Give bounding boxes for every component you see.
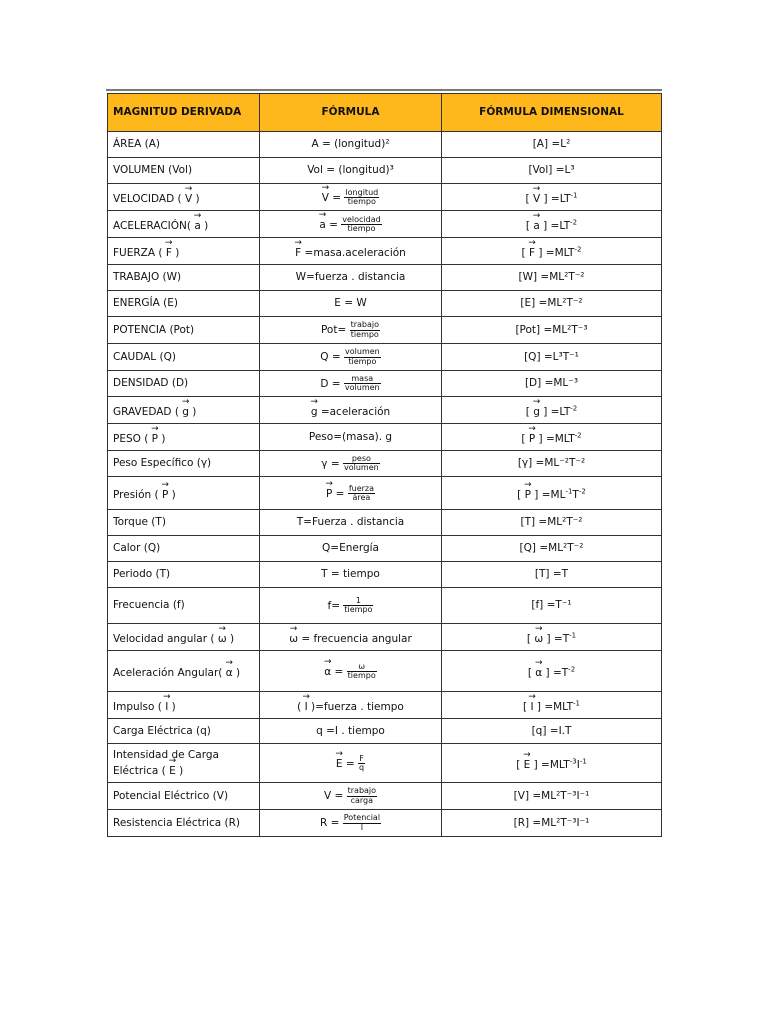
vector-symbol: → I (530, 697, 533, 713)
formula-cell: T = tiempo (260, 562, 442, 588)
fraction (343, 814, 381, 832)
fraction (341, 216, 381, 234)
fraction (344, 189, 379, 207)
magnitud-cell: VELOCIDAD ( → V ) (108, 184, 260, 211)
table-row (108, 624, 662, 651)
table-row (108, 692, 662, 719)
vector-symbol: → F (166, 243, 172, 259)
dimension-cell: [A] =L² (442, 132, 662, 158)
vector-symbol: → P (326, 484, 332, 500)
denominator: tiempo (347, 671, 376, 681)
fraction (358, 755, 365, 773)
formula-cell: Peso=(masa). g (260, 424, 442, 451)
dimension-cell: [Q] =L³T⁻¹ (442, 344, 662, 371)
vector-symbol: → α (324, 662, 331, 678)
formula-cell: → V = $\frac{\text{longitud}}{\text{tiempo}}$ (260, 184, 442, 211)
numerator: longitud (345, 187, 379, 197)
dimension-cell: [ → P ] $=MLT^{-2}$ (442, 424, 662, 451)
magnitud-cell: Peso Específico (γ) (108, 451, 260, 477)
table-row (108, 158, 662, 184)
formula-cell: Vol = (longitud)³ (260, 158, 442, 184)
denominator: I (360, 822, 364, 832)
formula-cell: → F =masa.aceleración (260, 238, 442, 265)
fraction (344, 375, 381, 393)
formula-cell: Pot= $\frac{\text{trabajo}}{\text{tiempo}}$ (260, 317, 442, 344)
numerator: ω (347, 663, 377, 672)
vector-symbol: → ω (218, 629, 227, 645)
vector-symbol: → V (533, 189, 540, 205)
numerator: F (359, 753, 364, 763)
dimension-cell: [Q] =ML²T⁻² (442, 536, 662, 562)
numerator: 1 (343, 597, 373, 606)
header-formula-dimensional: FÓRMULA DIMENSIONAL (442, 94, 662, 132)
dimension-cell: [Vol] =L³ (442, 158, 662, 184)
denominator: volumen (343, 463, 379, 472)
numerator: peso (343, 455, 380, 464)
vector-symbol: → ω (534, 629, 543, 645)
vector-symbol: → E (524, 755, 531, 771)
formula-cell: γ = $\frac{\text{peso}}{\text{volumen}}$ (260, 451, 442, 477)
denominator: área (352, 493, 371, 503)
denominator: volumen (344, 383, 380, 392)
magnitud-cell: CAUDAL (Q) (108, 344, 260, 371)
formula-cell: A = (longitud)² (260, 132, 442, 158)
vector-symbol: → F (529, 243, 535, 259)
dimension-cell: [γ] =ML⁻²T⁻² (442, 451, 662, 477)
magnitud-cell: Carga Eléctrica (q) (108, 719, 260, 744)
denominator: tiempo (344, 605, 373, 614)
vector-symbol: → α (226, 663, 233, 679)
table-row (108, 719, 662, 744)
fraction (344, 348, 381, 366)
dimension-cell: [ → a ] $=LT^{-2}$ (442, 211, 662, 238)
table-row (108, 477, 662, 510)
table-row (108, 783, 662, 810)
formula-cell: Q=Energía (260, 536, 442, 562)
header-magnitud: MAGNITUD DERIVADA (108, 94, 260, 132)
magnitud-cell: POTENCIA (Pot) (108, 317, 260, 344)
formula-cell: → ω = frecuencia angular (260, 624, 442, 651)
vector-symbol: → ω (289, 629, 298, 645)
magnitud-cell: Resistencia Eléctrica (R) (108, 810, 260, 837)
formula-cell: V = $\frac{\text{trabajo}}{\text{carga}}$ (260, 783, 442, 810)
vector-symbol: → I (165, 697, 168, 713)
magnitud-cell: Frecuencia (f) (108, 588, 260, 624)
vector-symbol: → F (295, 243, 301, 259)
dimension-cell: [ → g ] $=LT^{-2}$ (442, 397, 662, 424)
magnitud-cell: PESO ( → P ) (108, 424, 260, 451)
formula-cell: R = $\frac{\text{Potencial}}{I}$ (260, 810, 442, 837)
derived-magnitudes-table (107, 93, 662, 837)
fraction (347, 787, 377, 805)
magnitud-cell: ÁREA (A) (108, 132, 260, 158)
denominator: tiempo (347, 197, 376, 207)
dimension-cell: [ → F ] $=MLT^{-2}$ (442, 238, 662, 265)
dimension-cell: [ → α ] $=T^{-2}$ (442, 651, 662, 692)
table-row (108, 651, 662, 692)
formula-cell: → a = $\frac{\text{velocidad}}{\text{tiempo}}$ (260, 211, 442, 238)
fraction (350, 321, 380, 339)
formula-cell: W=fuerza . distancia (260, 265, 442, 291)
formula-cell: ( → I )=fuerza . tiempo (260, 692, 442, 719)
table-row (108, 371, 662, 397)
header-row (108, 94, 662, 132)
denominator: tiempo (347, 224, 376, 234)
dimension-cell: [W] =ML²T⁻² (442, 265, 662, 291)
dimension-cell: [ → ω ] $=T^{-1}$ (442, 624, 662, 651)
vector-symbol: → P (162, 485, 168, 501)
fraction (343, 455, 380, 473)
table-row (108, 291, 662, 317)
magnitud-cell: Periodo (T) (108, 562, 260, 588)
magnitud-cell: FUERZA ( → F ) (108, 238, 260, 265)
magnitud-cell: GRAVEDAD ( → g ) (108, 397, 260, 424)
formula-cell: q =I . tiempo (260, 719, 442, 744)
denominator: q (359, 763, 365, 773)
vector-symbol: → E (169, 761, 176, 777)
table-row (108, 744, 662, 783)
dimension-cell: [ → E ] $=MLT^{-3}I^{-1}$ (442, 744, 662, 783)
dimension-cell: [Pot] =ML²T⁻³ (442, 317, 662, 344)
dimension-cell: [ → P ] $=ML^{-1}T^{-2}$ (442, 477, 662, 510)
table-row (108, 238, 662, 265)
top-rule (106, 89, 662, 91)
table-row (108, 510, 662, 536)
table-row (108, 184, 662, 211)
vector-symbol: → g (533, 402, 540, 418)
dimension-cell: [q] =I.T (442, 719, 662, 744)
numerator: trabajo (350, 320, 380, 330)
dimension-cell: [T] =ML²T⁻² (442, 510, 662, 536)
magnitud-cell: ENERGÍA (E) (108, 291, 260, 317)
magnitud-cell: Velocidad angular ( → ω ) (108, 624, 260, 651)
vector-symbol: → a (319, 215, 325, 231)
table-row (108, 265, 662, 291)
magnitud-cell: Intensidad de Carga Eléctrica ( → E ) (108, 744, 260, 783)
vector-symbol: → P (525, 485, 531, 501)
denominator: tiempo (350, 329, 379, 339)
magnitud-cell: Calor (Q) (108, 536, 260, 562)
formula-cell: → E = $\frac{F}{q}$ (260, 744, 442, 783)
table-row (108, 810, 662, 837)
table-row (108, 317, 662, 344)
formula-cell: f= $\frac{1}{\text{tiempo}}$ (260, 588, 442, 624)
vector-symbol: → V (185, 189, 192, 205)
vector-symbol: → P (152, 429, 158, 445)
table-row (108, 451, 662, 477)
table-row (108, 562, 662, 588)
table-row (108, 536, 662, 562)
numerator: trabajo (347, 786, 377, 796)
numerator: velocidad (342, 214, 381, 224)
magnitud-cell: DENSIDAD (D) (108, 371, 260, 397)
vector-symbol: → V (322, 188, 329, 204)
magnitud-cell: Torque (T) (108, 510, 260, 536)
numerator: volumen (345, 347, 380, 357)
formula-cell: T=Fuerza . distancia (260, 510, 442, 536)
table-row (108, 132, 662, 158)
magnitud-cell: Potencial Eléctrico (V) (108, 783, 260, 810)
vector-symbol: → α (535, 663, 542, 679)
magnitud-cell: ACELERACIÓN( → a ) (108, 211, 260, 238)
vector-symbol: → a (533, 216, 539, 232)
table-row (108, 211, 662, 238)
vector-symbol: → g (182, 402, 189, 418)
denominator: carga (350, 795, 374, 805)
vector-symbol: → g (311, 402, 318, 418)
fraction (347, 663, 377, 681)
table-row (108, 424, 662, 451)
numerator: Potencial (343, 813, 381, 823)
vector-symbol: → a (194, 216, 200, 232)
magnitud-cell: Presión ( → P ) (108, 477, 260, 510)
magnitud-cell: TRABAJO (W) (108, 265, 260, 291)
dimension-cell: [ → I ] $=MLT^{-1}$ (442, 692, 662, 719)
formula-cell: → P = $\frac{\text{fuerza}}{\text{área}}$ (260, 477, 442, 510)
magnitud-cell: Impulso ( → I ) (108, 692, 260, 719)
table-row (108, 397, 662, 424)
dimension-cell: [T] =T (442, 562, 662, 588)
magnitud-cell: VOLUMEN (Vol) (108, 158, 260, 184)
dimension-cell: [ → V ] $=LT^{-1}$ (442, 184, 662, 211)
fraction (343, 597, 373, 615)
formula-cell: → g =aceleración (260, 397, 442, 424)
vector-symbol: → E (336, 754, 343, 770)
formula-cell: E = W (260, 291, 442, 317)
table-row (108, 588, 662, 624)
magnitud-cell: Aceleración Angular( → α ) (108, 651, 260, 692)
vector-symbol: → I (305, 697, 308, 713)
numerator: fuerza (348, 483, 375, 493)
formula-cell: D = $\frac{\text{masa}}{\text{volumen}}$ (260, 371, 442, 397)
formula-cell: Q = $\frac{\text{volumen}}{\text{tiempo}}$ (260, 344, 442, 371)
vector-symbol: → P (529, 429, 535, 445)
header-formula: FÓRMULA (260, 94, 442, 132)
denominator: tiempo (348, 356, 377, 366)
formula-cell: → α = $\frac{\omega}{\text{tiempo}}$ (260, 651, 442, 692)
dimension-cell: [V] =ML²T⁻³I⁻¹ (442, 783, 662, 810)
fraction (348, 485, 375, 503)
numerator: masa (344, 375, 381, 384)
dimension-cell: [E] =ML²T⁻² (442, 291, 662, 317)
table-row (108, 344, 662, 371)
dimension-cell: [R] =ML²T⁻³I⁻¹ (442, 810, 662, 837)
dimension-cell: [f] =T⁻¹ (442, 588, 662, 624)
dimension-cell: [D] =ML⁻³ (442, 371, 662, 397)
